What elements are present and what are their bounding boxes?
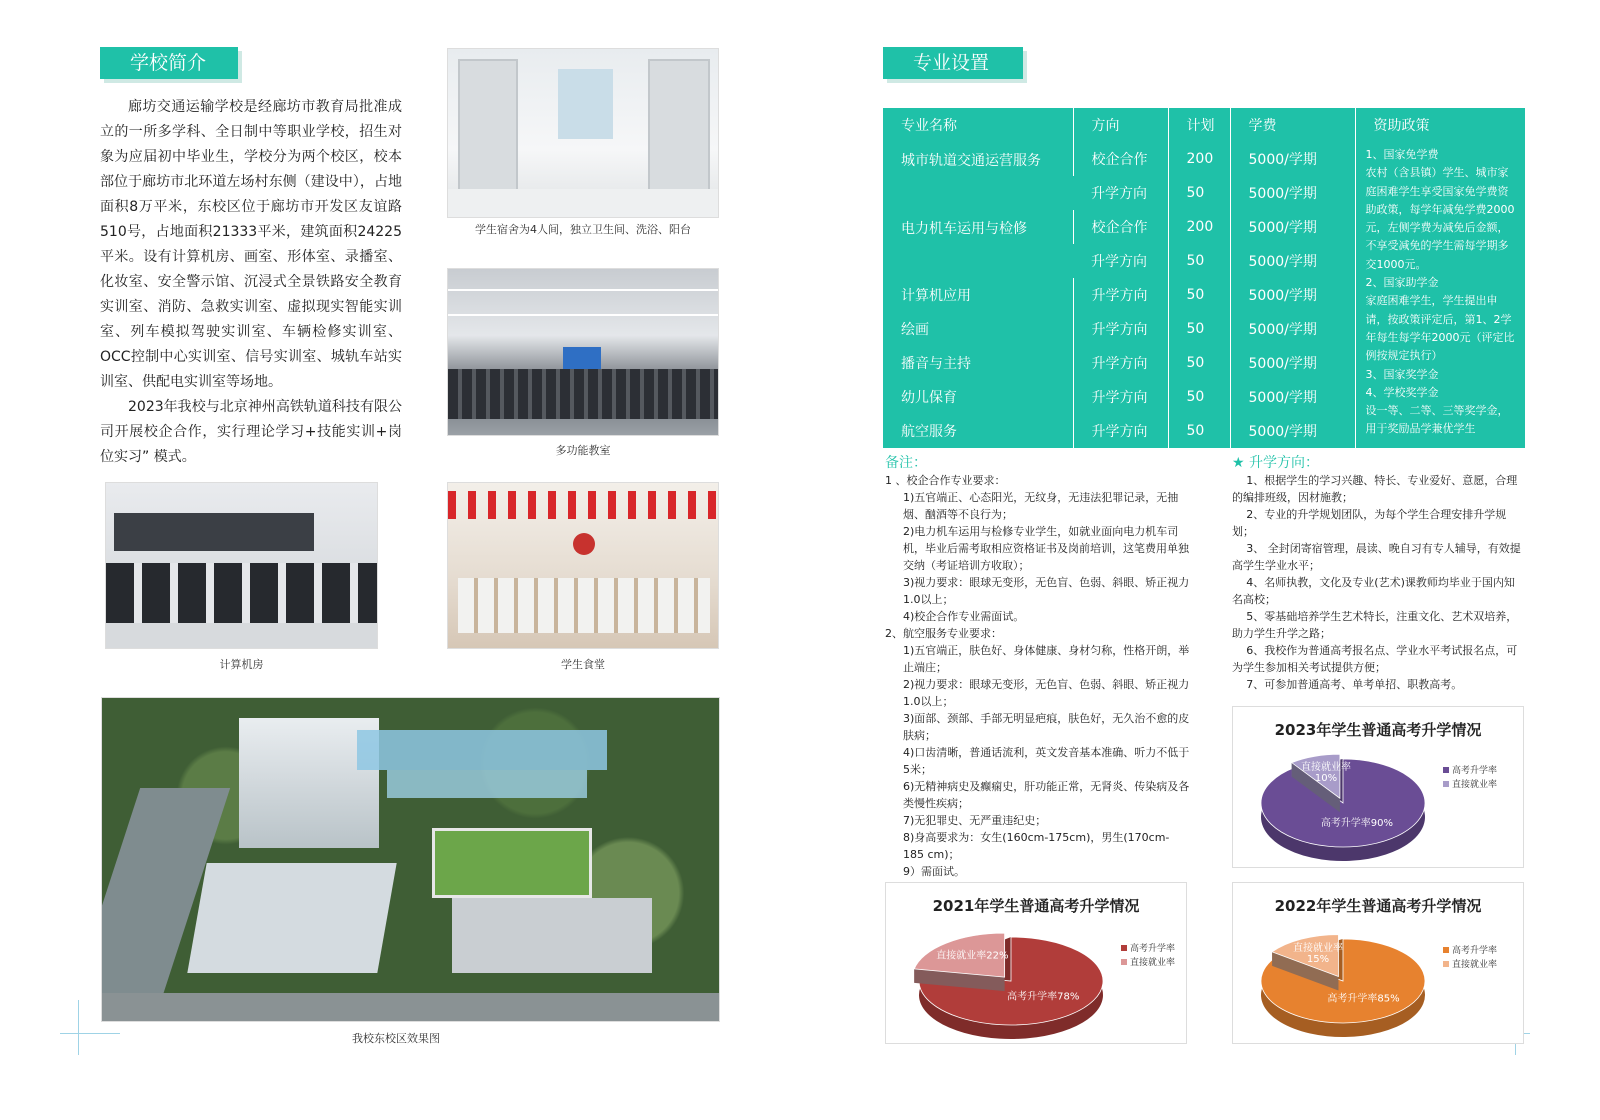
chart-title: 2021年学生普通高考升学情况 — [932, 897, 1140, 915]
legend-swatch — [1121, 959, 1127, 965]
pie-data-label: 直接就业率 — [1292, 942, 1343, 954]
chart-title: 2023年学生普通高考升学情况 — [1274, 721, 1482, 739]
pie-data-label: 直接就业率22% — [936, 950, 1009, 962]
table-row — [883, 142, 1525, 176]
intro-paragraph: 2023年我校与北京神州高铁轨道科技有限公司开展校企合作，实行理论学习+技能实训+岗位实习” 模式。 — [100, 399, 402, 465]
canteen-caption: 学生食堂 — [561, 658, 605, 671]
list-item: 4)校企合作专业需面试。 — [903, 610, 1025, 623]
direction-cell: 校企合作 — [1073, 210, 1168, 244]
table-header-row — [883, 108, 1525, 142]
notes-block — [885, 454, 1190, 880]
corner-decoration — [78, 1000, 79, 1055]
classroom-caption: 多功能教室 — [555, 444, 611, 457]
legend-label: 高考升学率 — [1452, 946, 1498, 956]
chart-2023 — [1232, 706, 1524, 868]
list-item: 6)无精神病史及癫痫史，肝功能正常，无肾炎、传染病及各类慢性疾病； — [903, 780, 1190, 810]
further-study-title: ★ 升学方向： — [1232, 455, 1320, 471]
header-cell: 学费 — [1230, 108, 1355, 142]
plan-cell: 50 — [1168, 176, 1230, 210]
direction-cell: 升学方向 — [1073, 312, 1168, 346]
fee-cell: 5000/学期 — [1230, 312, 1355, 346]
legend-label: 直接就业率 — [1452, 960, 1498, 970]
chart-2022 — [1232, 882, 1524, 1044]
further-study-block — [1232, 454, 1524, 693]
major-name-cell: 计算机应用 — [901, 288, 971, 304]
list-item: 2)电力机车运用与检修专业学生，如就业面向电力机车司机，毕业后需考取相应资格证书及岗前培训，这笔费用单独交纳（考证培训方收取）； — [903, 525, 1189, 572]
intro-text — [100, 95, 402, 470]
direction-cell: 升学方向 — [1073, 380, 1168, 414]
header-cell: 方向 — [1073, 108, 1168, 142]
majors-table — [883, 108, 1525, 448]
pie-data-label: 15% — [1306, 953, 1330, 965]
plan-cell: 50 — [1168, 414, 1230, 448]
list-item: 1、根据学生的学习兴趣、特长、专业爱好、意愿，合理的编排班级，因材施教； — [1232, 474, 1518, 504]
list-item: 2、航空服务专业要求： — [885, 627, 1002, 640]
list-item: 5、零基础培养学生艺术特长，注重文化、艺术双培养，助力学生升学之路； — [1232, 610, 1518, 640]
pie-data-label: 高考升学率90% — [1320, 818, 1394, 830]
legend-swatch — [1443, 781, 1449, 787]
list-item: 7、可参加普通高考、单考单招、职教高考。 — [1246, 678, 1463, 691]
direction-cell: 升学方向 — [1073, 346, 1168, 380]
legend-swatch — [1443, 961, 1449, 967]
direction-cell: 校企合作 — [1073, 142, 1168, 176]
list-item: 1 、校企合作专业要求： — [885, 474, 1006, 487]
list-item: 4、名师执教，文化及专业(艺术)课教师均毕业于国内知名高校； — [1232, 576, 1515, 606]
legend-swatch — [1443, 947, 1449, 953]
legend-label: 直接就业率 — [1452, 780, 1498, 790]
header-cell: 专业名称 — [901, 118, 957, 134]
list-item: 2、专业的升学规划团队，为每个学生合理安排升学规划； — [1232, 508, 1507, 538]
list-item: 3、 全封闭寄宿管理，晨读、晚自习有专人辅导，有效提高学生学业水平； — [1232, 542, 1521, 572]
fee-cell: 5000/学期 — [1230, 210, 1355, 244]
chart-title: 2022年学生普通高考升学情况 — [1274, 897, 1482, 915]
pie-chart-2023 — [1233, 707, 1525, 869]
list-item: 3)视力要求：眼球无变形，无色盲、色弱、斜眼、矫正视力1.0以上； — [903, 576, 1190, 606]
plan-cell: 50 — [1168, 346, 1230, 380]
legend-label: 直接就业率 — [1130, 958, 1176, 968]
direction-cell: 升学方向 — [1091, 254, 1147, 270]
chart-2021 — [885, 882, 1187, 1044]
plan-cell: 50 — [1168, 278, 1230, 312]
list-item: 6、我校作为普通高考报名点、学业水平考试报名点，可为学生参加相关考试提供方便； — [1232, 644, 1518, 674]
computer-room-photo — [105, 482, 378, 649]
fee-cell: 5000/学期 — [1230, 414, 1355, 448]
fee-cell: 5000/学期 — [1230, 244, 1355, 278]
list-item: 9）需面试。 — [903, 865, 965, 878]
policy-text: 1、国家免学费 农村（含县镇）学生、城市家庭困难学生享受国家免学费资助政策，每学年减免学费2000元，左侧学费为减免后金额，不享受减免的学生需每学期多交1000元。 2、国家助学金 家庭困难学生，学生提出申请，按政策评定后，第1、2学年每生每学年2000元（评定比例按规定执行） 3、国家奖学金 4、学校奖学金 设一等、二等、三等奖学金，用于奖励品学兼优学生 — [1365, 148, 1515, 436]
plan-cell: 50 — [1168, 312, 1230, 346]
canteen-photo — [447, 482, 719, 649]
plan-cell: 50 — [1168, 380, 1230, 414]
direction-cell: 升学方向 — [1073, 414, 1168, 448]
legend-swatch — [1443, 767, 1449, 773]
further-study-list — [1232, 472, 1524, 693]
computer-room-caption: 计算机房 — [219, 658, 264, 671]
list-item: 2)视力要求：眼球无变形，无色盲、色弱、斜眼、矫正视力1.0以上； — [903, 678, 1190, 708]
campus-render-image — [101, 697, 720, 1022]
pie-data-label: 10% — [1314, 773, 1338, 785]
fee-cell: 5000/学期 — [1230, 176, 1355, 210]
fee-cell: 5000/学期 — [1230, 142, 1355, 176]
pie-chart-2021 — [886, 883, 1188, 1045]
major-name-cell: 播音与主持 — [901, 356, 971, 372]
major-name-cell: 电力机车运用与检修 — [901, 221, 1027, 237]
notes-list — [885, 472, 1190, 880]
notes-title: 备注： — [885, 455, 927, 471]
header-cell: 计划 — [1168, 108, 1230, 142]
legend-label: 高考升学率 — [1130, 944, 1176, 954]
major-name-cell: 城市轨道交通运营服务 — [901, 153, 1041, 169]
direction-cell: 升学方向 — [1091, 186, 1147, 202]
dorm-caption: 学生宿舍为4人间，独立卫生间、洗浴、阳台 — [475, 223, 691, 236]
policy-cell — [1355, 142, 1525, 448]
legend-swatch — [1121, 945, 1127, 951]
major-name-cell: 幼儿保育 — [901, 390, 957, 406]
direction-cell: 升学方向 — [1073, 278, 1168, 312]
intro-paragraph: 廊坊交通运输学校是经廊坊市教育局批准成立的一所多学科、全日制中等职业学校，招生对象为应届初中毕业生，学校分为两个校区，校本部位于廊坊市北环道左场村东侧（建设中），占地面积8万平米，东校区位于廊坊市开发区友谊路510号，占地面积21333平米，建筑面积24225平米。设有计算机房、画室、形体室、录播室、化妆室、安全警示馆、沉浸式全景铁路安全教育实训室、消防、急救实训室、虚拟现实智能实训室、列车模拟驾驶实训室、车辆检修实训室、OCC控制中心实训室、信号实训室、城轨车站实训室、供配电实训室等场地。 — [100, 99, 402, 390]
plan-cell: 50 — [1168, 244, 1230, 278]
plan-cell: 200 — [1168, 210, 1230, 244]
list-item: 1)五官端正、心态阳光，无纹身，无违法犯罪记录，无抽烟、酗酒等不良行为； — [903, 491, 1179, 521]
dorm-photo — [447, 48, 719, 218]
campus-caption: 我校东校区效果图 — [352, 1032, 440, 1045]
legend-label: 高考升学率 — [1452, 766, 1498, 776]
fee-cell: 5000/学期 — [1230, 278, 1355, 312]
fee-cell: 5000/学期 — [1230, 346, 1355, 380]
section-title-intro: 学校简介 — [100, 47, 238, 79]
pie-data-label: 高考升学率85% — [1327, 993, 1400, 1005]
section-title-majors: 专业设置 — [883, 47, 1023, 79]
major-name-cell: 绘画 — [901, 322, 929, 338]
list-item: 4)口齿清晰，普通话流利，英文发音基本准确、听力不低于5米； — [903, 746, 1190, 776]
pie-data-label: 高考升学率78% — [1007, 991, 1080, 1003]
list-item: 3)面部、颈部、手部无明显疤痕，肤色好，无久治不愈的皮肤病； — [903, 712, 1190, 742]
classroom-photo — [447, 268, 719, 436]
plan-cell: 200 — [1168, 142, 1230, 176]
header-cell: 资助政策 — [1355, 108, 1525, 142]
pie-chart-2022 — [1233, 883, 1525, 1045]
list-item: 7)无犯罪史、无严重违纪史； — [903, 814, 1047, 827]
pie-data-label: 直接就业率 — [1300, 762, 1351, 774]
major-name-cell: 航空服务 — [901, 424, 957, 440]
fee-cell: 5000/学期 — [1230, 380, 1355, 414]
list-item: 8)身高要求为：女生(160cm-175cm)，男生(170cm-185 cm)； — [903, 831, 1170, 861]
list-item: 1)五官端正，肤色好、身体健康、身材匀称，性格开朗，举止端庄； — [903, 644, 1190, 674]
